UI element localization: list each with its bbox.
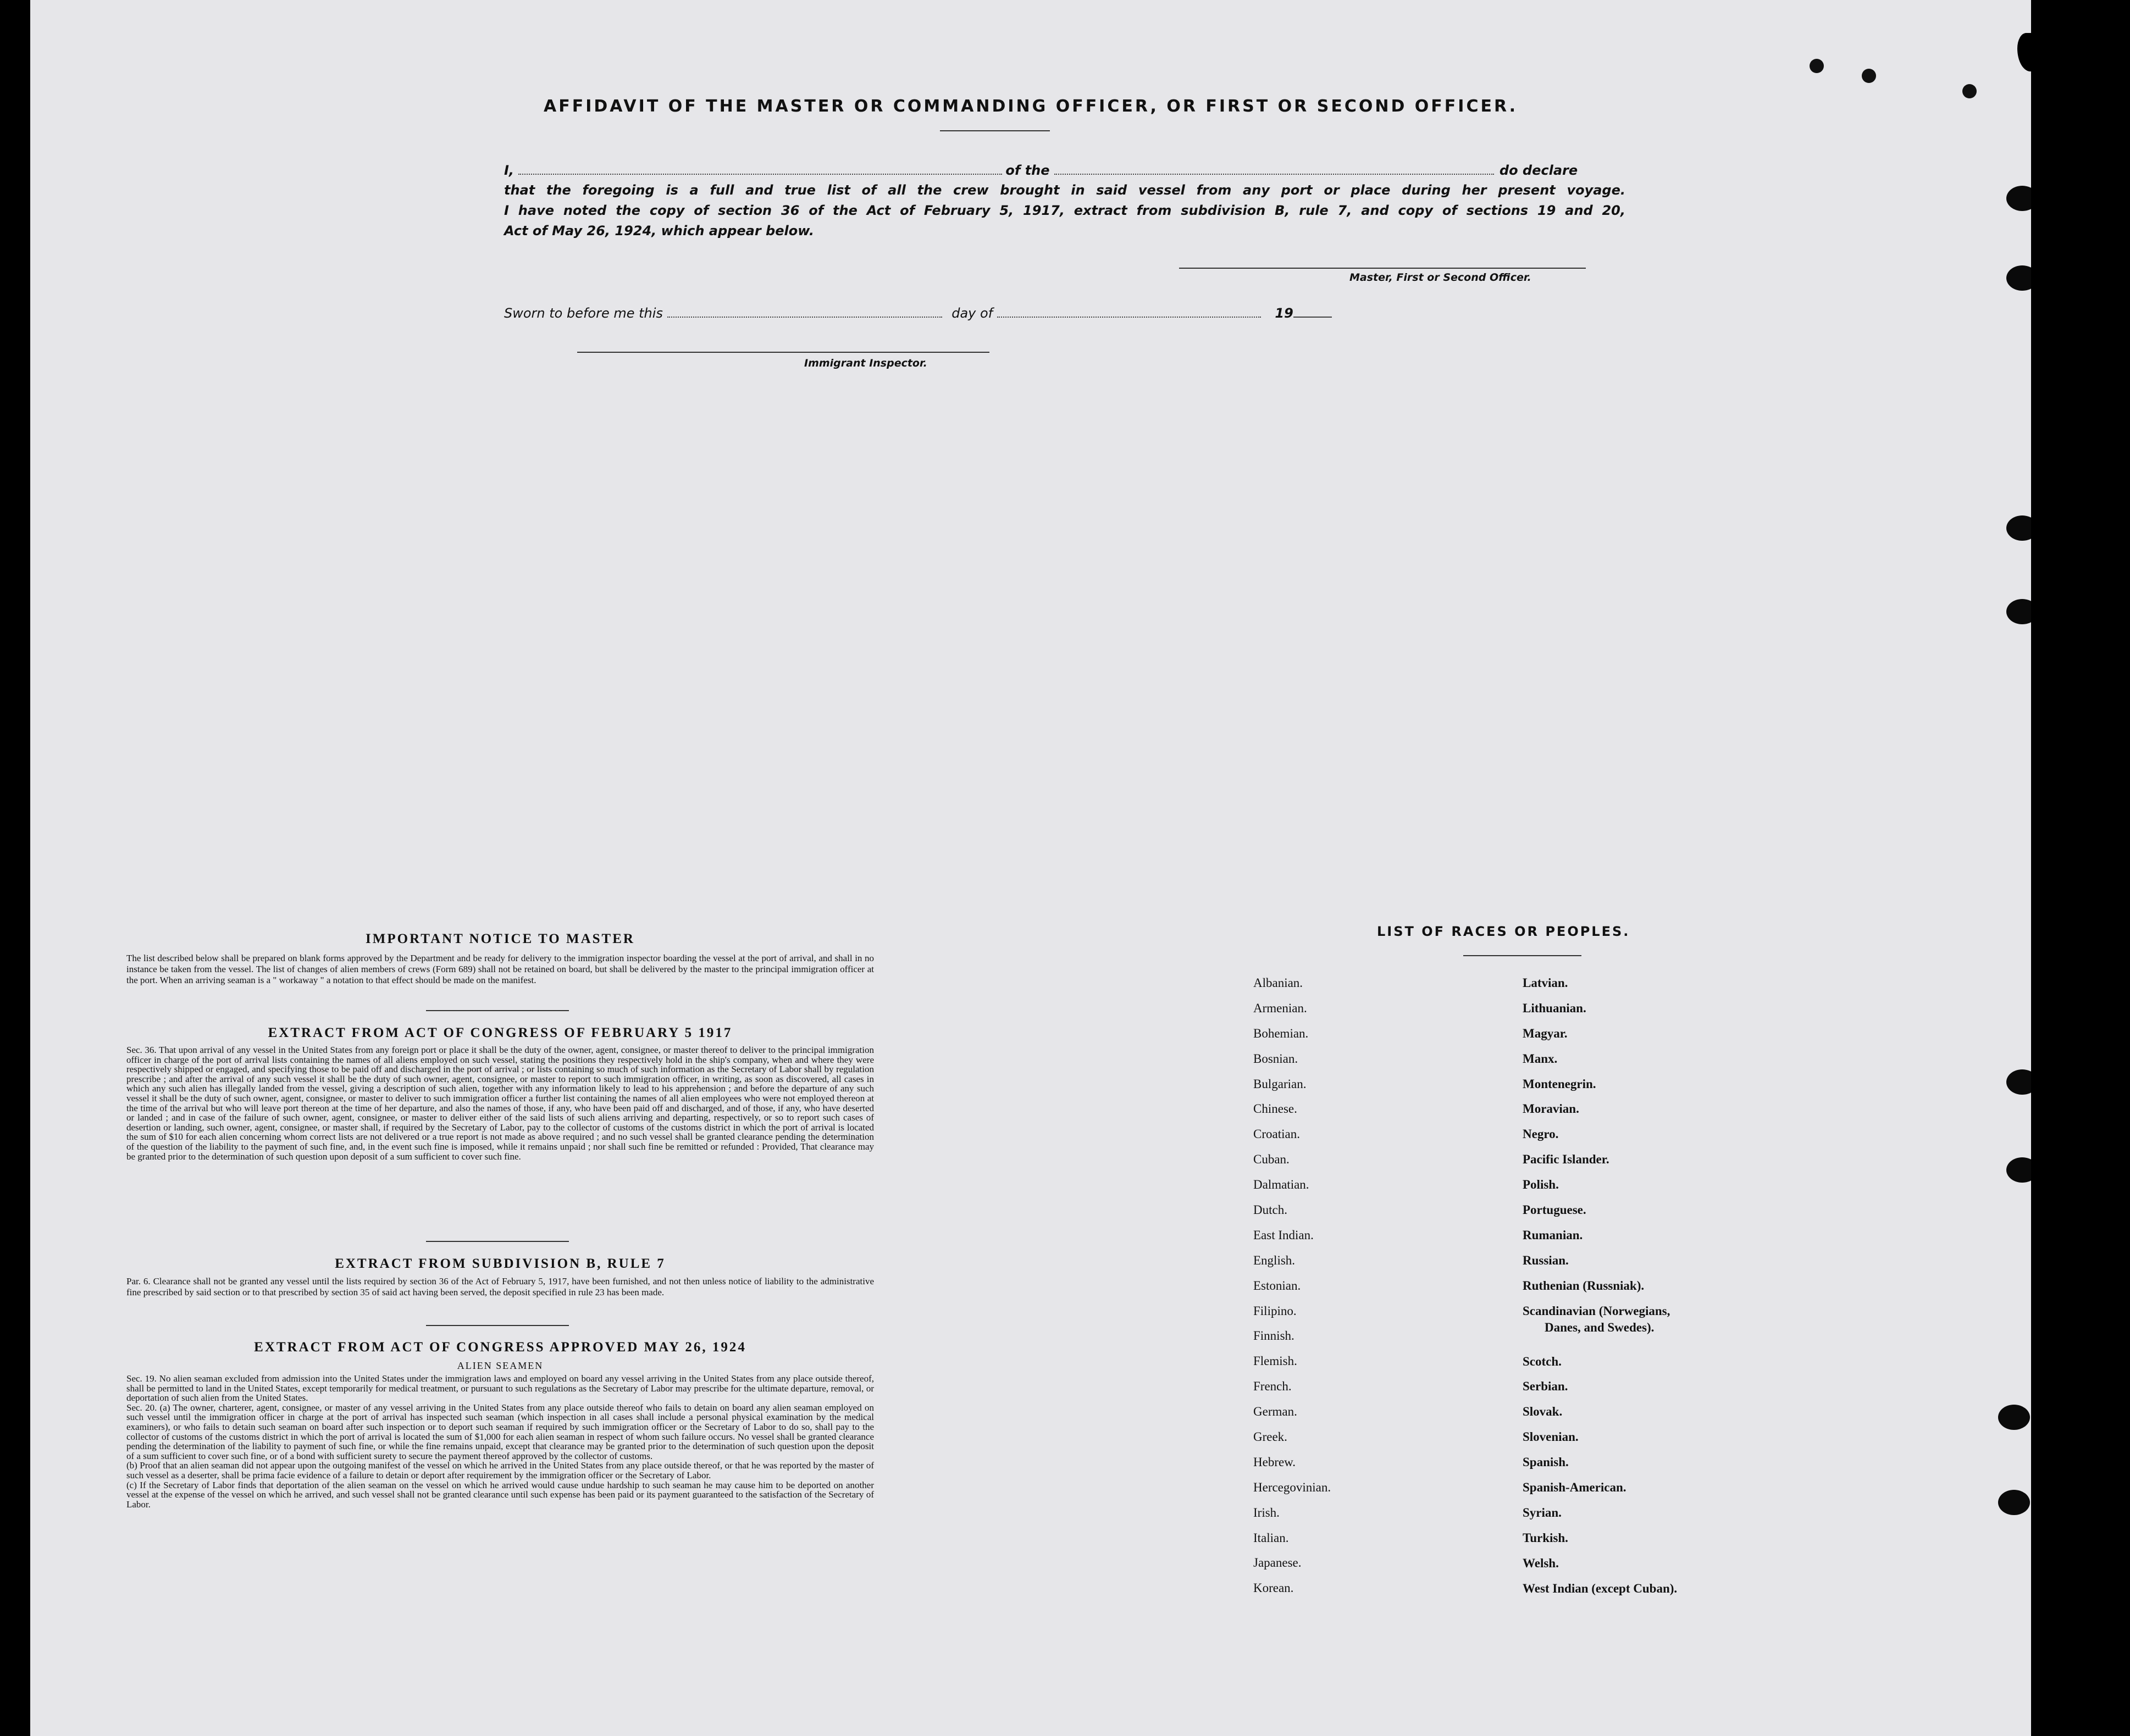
ink-spot [1810, 59, 1824, 73]
master-signature-caption: Master, First or Second Officer. [1349, 271, 1531, 284]
race-item: Pacific Islander. [1523, 1152, 1609, 1167]
name-blank-field[interactable] [518, 170, 1002, 175]
section-divider [426, 1241, 569, 1242]
race-item: East Indian. [1253, 1228, 1314, 1242]
punch-hole [1998, 1405, 2030, 1430]
affidavit-declaration-line3: I have noted the copy of section 36 of the Act of February 5, 1917, extract from subdivision B, rule 7, and copy of sections 19 and 20, [504, 203, 1625, 218]
notice-body: The list described below shall be prepared on blank forms approved by the Department and be ready for delivery to the immigration inspector boarding the vessel at the port of arrival, and shall in no instance be taken from the vessel. The list of changes of alien members of crews (Form 689) shall not be retained on board, but shall be delivered by the master to the principal immigration officer at the port. When an arriving seaman is a " workaway " a notation to that effect should be made on the manifest. [126, 953, 874, 985]
race-item: Lithuanian. [1523, 1001, 1586, 1015]
affidavit-of-the-label: of the [1005, 163, 1050, 178]
punch-hole [2006, 599, 2031, 624]
races-list-title: LIST OF RACES OR PEOPLES. [1377, 924, 1630, 939]
race-item: Ruthenian (Russniak). [1523, 1278, 1645, 1293]
document-page [30, 0, 2031, 1736]
punch-hole [2006, 515, 2031, 541]
race-item: Japanese. [1253, 1556, 1302, 1570]
race-item: Moravian. [1523, 1102, 1579, 1116]
extract-rule7-title: EXTRACT FROM SUBDIVISION B, RULE 7 [335, 1256, 666, 1271]
section-divider [426, 1325, 569, 1326]
race-item: Bosnian. [1253, 1051, 1298, 1066]
race-item: Slovak. [1523, 1405, 1563, 1419]
race-item: Cuban. [1253, 1152, 1290, 1167]
race-item: Finnish. [1253, 1329, 1294, 1343]
inspector-signature-line[interactable] [577, 352, 989, 353]
sworn-day-blank-field[interactable] [667, 313, 942, 318]
race-item: Welsh. [1523, 1556, 1559, 1570]
section-19-text: Sec. 19. No alien seaman excluded from admission into the United States under the immigration laws and employed on board any vessel arriving in the United States from any place outside thereof, shall be permitted to land in the United States, except temporarily for medical treatment, or pursuant to such regulations as the Secretary of Labor may prescribe for the ultimate departure, removal, or deportation of such alien from the United States. [126, 1373, 874, 1404]
races-column-1 [1253, 975, 1484, 1605]
race-item: Spanish-American. [1523, 1480, 1626, 1495]
race-item: West Indian (except Cuban). [1523, 1581, 1678, 1595]
section-divider [1463, 955, 1581, 956]
race-item: Montenegrin. [1523, 1077, 1596, 1091]
race-item: Filipino. [1253, 1304, 1297, 1318]
race-item: Italian. [1253, 1530, 1289, 1545]
race-item: French. [1253, 1379, 1292, 1394]
torn-corner [2017, 33, 2031, 71]
affidavit-declaration-line2: that the foregoing is a full and true list of all the crew brought in said vessel from any port or place during her present voyage. [504, 182, 1625, 198]
race-item: Korean. [1253, 1581, 1294, 1595]
extract-1924-subtitle: ALIEN SEAMEN [457, 1360, 544, 1371]
race-item: Scotch. [1523, 1354, 1562, 1368]
race-item: Croatian. [1253, 1127, 1300, 1141]
race-item [1523, 1303, 1797, 1354]
race-item: Bulgarian. [1253, 1077, 1307, 1091]
race-item: Slovenian. [1523, 1430, 1579, 1444]
punch-hole [2006, 265, 2031, 291]
race-item: Irish. [1253, 1505, 1280, 1519]
master-signature-line[interactable] [1179, 268, 1586, 269]
race-item-line: Scandinavian (Norwegians, [1523, 1304, 1670, 1318]
section-divider [426, 1010, 569, 1011]
section-20b-text: (b) Proof that an alien seaman did not appear upon the outgoing manifest of the vessel on which he arrived in the United States from any place outside thereof, or that he was reported by the master of such vessel as a deserter, shall be prima facie evidence of a failure to detain or deport after requirement by the immigration officer or the Secretary of Labor. [126, 1460, 874, 1480]
sworn-month-blank-field[interactable] [997, 313, 1261, 318]
race-item: Portuguese. [1523, 1203, 1586, 1217]
race-item: Hebrew. [1253, 1455, 1296, 1469]
race-item: Greek. [1253, 1430, 1287, 1444]
extract-1917-body: Sec. 36. That upon arrival of any vessel in the United States from any foreign port or place it shall be the duty of the owner, agent, consignee, or master thereof to deliver to the principal immigration officer in charge of the port of arrival lists containing the names of all aliens employed on such vessel, stating the positions they respectively hold in the ship's company, when and where they were respectively shipped or engaged, and specifying those to be paid off and discharged in the port of arrival ; or lists containing so much of such information as the Secretary of Labor shall by regulation prescribe ; and after the arrival of any such vessel it shall be the duty of such owner, agent, consignee, or master to report to such immigration officer, in writing, as soon as discovered, all cases in which any such alien has illegally landed from the vessel, giving a description of such alien, together with any information likely to lead to his apprehension ; and before the departure of any such vessel it shall be the duty of such owner, agent, consignee, or master to deliver to such immigration officer a further list containing the names of all alien employees who were not employed thereon at the time of the arrival but who will leave port thereon at the time of her departure, and also the names of those, if any, who have been paid off and discharged, and of those, if any, who have deserted or landed ; and in case of the failure of such owner, agent, consignee, or master to deliver either of the said lists of such aliens arriving and departing, respectively, or so to report such cases of desertion or landing, such owner, agent, consignee, or master shall, if required by the Secretary of Labor, pay to the collector of customs of the customs district in which the port of arrival is located the sum of $10 for each alien concerning whom correct lists are not delivered or a true report is not made as above required ; and no such vessel shall be granted clearance pending the determination of the question of the liability to the payment of such fine, and, in the event such fine is imposed, while it remains unpaid ; nor shall such fine be remitted or refunded : Provided, That clearance may be granted prior to the determination of such question upon deposit of a sum sufficient to cover such fine. [126, 1045, 874, 1162]
inspector-signature-caption: Immigrant Inspector. [804, 357, 927, 369]
title-divider [940, 130, 1050, 131]
punch-hole [2006, 1069, 2031, 1095]
race-item: Rumanian. [1523, 1228, 1583, 1242]
section-20c-text: (c) If the Secretary of Labor finds that deportation of the alien seaman on the vessel on which he arrived would cause undue hardship to such seaman he may cause him to be deported on another vessel at the expense of the vessel on which he arrived, and such vessel shall not be granted clearance until such expense has been paid or its payment guaranteed to the satisfaction of the Secretary of Labor. [126, 1479, 874, 1510]
notice-title: IMPORTANT NOTICE TO MASTER [366, 931, 635, 946]
race-item: Hercegovinian. [1253, 1480, 1331, 1494]
affidavit-declaration-line4: Act of May 26, 1924, which appear below. [504, 223, 814, 239]
vessel-blank-field[interactable] [1054, 170, 1494, 175]
race-item: Polish. [1523, 1178, 1559, 1192]
race-item: Dalmatian. [1253, 1178, 1309, 1192]
affidavit-i-label: I, [504, 163, 514, 178]
year-prefix-label: 19 [1275, 306, 1293, 321]
race-item: Spanish. [1523, 1455, 1569, 1469]
affidavit-title: AFFIDAVIT OF THE MASTER OR COMMANDING OFFICER, OR FIRST OR SECOND OFFICER. [543, 97, 1518, 116]
race-item: Dutch. [1253, 1203, 1287, 1217]
section-20a-text: Sec. 20. (a) The owner, charterer, agent, consignee, or master of any vessel arriving in the United States from any place outside thereof who fails to detain on board any alien seaman employed on such vessel until the immigration officer in charge at the port of arrival has inspected such seaman (which inspection in all cases shall include a personal physical examination by the medical examiners), or who fails to detain such seaman on board after such inspection or to deport such seaman if required by such immigration officer or the Secretary of Labor to do so, shall pay to the collector of customs of the customs district in which the port of arrival is located the sum of $1,000 for each alien seaman in respect of whom such failure occurs. No vessel shall be granted clearance pending the determination of the liability to payment of such fine, or while the fine remains unpaid, except that clearance may be granted prior to the determination of such question upon the deposit of a sum sufficient to cover such fine, or of a bond with sufficient surety to secure the payment thereof approved by the collector of customs. [126, 1402, 874, 1461]
race-item: German. [1253, 1405, 1297, 1419]
sworn-year-blank-field[interactable] [1293, 313, 1332, 318]
race-item: Flemish. [1253, 1354, 1297, 1368]
race-item: Serbian. [1523, 1379, 1568, 1394]
race-item: Russian. [1523, 1253, 1569, 1267]
race-item: English. [1253, 1253, 1296, 1267]
extract-1924-title: EXTRACT FROM ACT OF CONGRESS APPROVED MAY 26, 1924 [254, 1340, 746, 1355]
extract-rule7-body: Par. 6. Clearance shall not be granted any vessel until the lists required by section 36 of the Act of February 5, 1917, have been furnished, and not then unless notice of liability to the administrative fine prescribed by said section or to that prescribed by section 35 of said act having been served, the deposit specified in rule 23 has been made. [126, 1276, 874, 1297]
race-item: Estonian. [1253, 1278, 1301, 1293]
affidavit-declaration-line1 [504, 160, 1625, 181]
sworn-prefix-label: Sworn to before me this [504, 306, 663, 321]
ink-spot [1862, 69, 1876, 83]
races-column-2 [1523, 975, 1797, 1605]
day-of-label: day of [951, 306, 993, 321]
race-item: Chinese. [1253, 1102, 1297, 1116]
race-item: Latvian. [1523, 976, 1568, 990]
race-item: Manx. [1523, 1051, 1558, 1066]
race-item: Albanian. [1253, 976, 1303, 990]
race-item: Turkish. [1523, 1530, 1568, 1545]
punch-hole [2006, 186, 2031, 211]
race-item: Magyar. [1523, 1026, 1568, 1040]
race-item: Syrian. [1523, 1505, 1562, 1519]
race-item-line: Danes, and Swedes). [1545, 1320, 1655, 1334]
extract-1924-body [126, 1374, 874, 1509]
affidavit-declare-label: do declare [1499, 163, 1578, 178]
punch-hole [1998, 1490, 2030, 1515]
punch-hole [2006, 1157, 2031, 1183]
sworn-line [504, 303, 1332, 324]
race-item: Negro. [1523, 1127, 1559, 1141]
extract-1917-title: EXTRACT FROM ACT OF CONGRESS OF FEBRUARY 5 1917 [268, 1025, 733, 1040]
race-item: Armenian. [1253, 1001, 1307, 1015]
race-item: Bohemian. [1253, 1026, 1309, 1040]
